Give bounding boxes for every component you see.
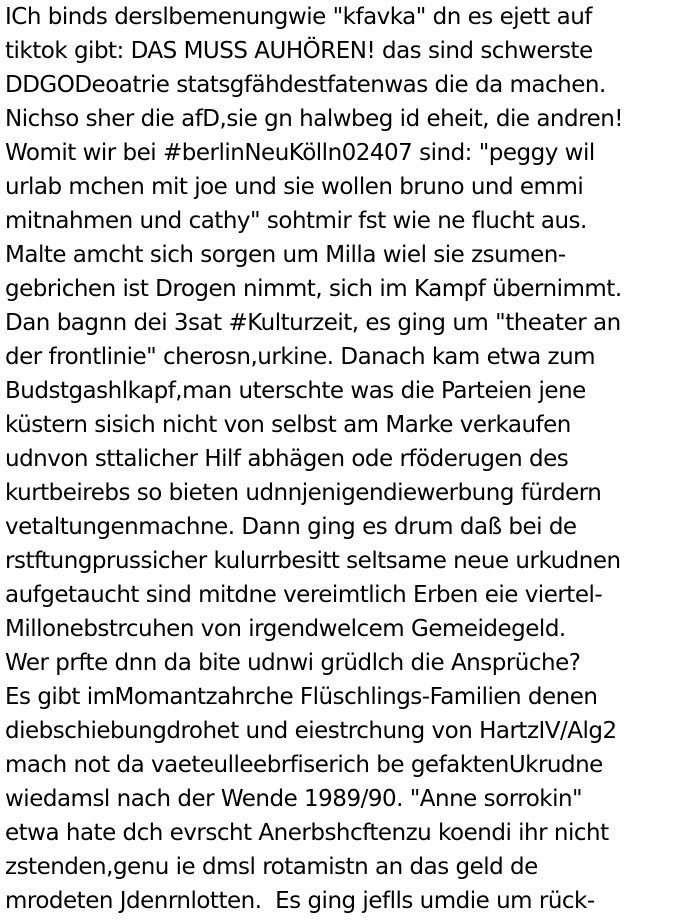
text-line-15: kurtbeirebs so bieten udnnjenigendiewerbung fürdern: [5, 480, 602, 506]
text-line-9: gebrichen ist Drogen nimmt, sich im Kampf übernimmt.: [5, 276, 622, 302]
text-line-18: aufgetaucht sind mitdne vereimtlich Erben eie viertel-: [5, 582, 603, 608]
text-line-1: ICh binds derslbemenungwie "kfavka" dn es ejett auf: [5, 4, 592, 30]
text-line-23: mach not da vaeteulleebrfiserich be gefaktenUkrudne: [5, 752, 603, 778]
text-line-24: wiedamsl nach der Wende 1989/90. "Anne sorrokin": [5, 786, 583, 812]
text-line-25: etwa hate dch evrscht Anerbshcftenzu koendi ihr nicht: [5, 820, 609, 846]
text-line-3: DDGODeoatrie statsgfähdestfatenwas die da machen.: [5, 72, 606, 98]
text-line-2: tiktok gibt: DAS MUSS AUHÖREN! das sind schwerste: [5, 38, 593, 64]
text-line-27: mrodeten Jdenrnlotten. Es ging jeflls umdie um rück-: [5, 888, 595, 914]
text-line-5: Womit wir bei #berlinNeuKölln02407 sind: "peggy wil: [5, 140, 595, 166]
text-line-21: Es gibt imMomantzahrche Flüschlings-Familien denen: [5, 684, 598, 710]
text-line-8: Malte amcht sich sorgen um Milla wiel sie zsumen-: [5, 242, 566, 268]
text-line-26: zstenden,genu ie dmsl rotamistn an das geld de: [5, 854, 538, 880]
text-line-16: vetaltungenmachne. Dann ging es drum daß bei de: [5, 514, 577, 540]
text-line-17: rstftungprussicher kulurrbesitt seltsame neue urkudnen: [5, 548, 621, 574]
text-line-10: Dan bagnn dei 3sat #Kulturzeit, es ging um "theater an: [5, 310, 621, 336]
text-line-4: Nichso sher die afD,sie gn halwbeg id eheit, die andren!: [5, 106, 624, 132]
text-line-20: Wer prfte dnn da bite udnwi grüdlch die Ansprüche?: [5, 650, 581, 676]
text-line-13: küstern sisich nicht von selbst am Marke verkaufen: [5, 412, 571, 438]
text-line-22: diebschiebungdrohet und eiestrchung von HartzIV/Alg2: [5, 718, 617, 744]
text-line-11: der frontlinie" cherosn,urkine. Danach kam etwa zum: [5, 344, 596, 370]
text-line-14: udnvon sttalicher Hilf abhägen ode rföderugen des: [5, 446, 569, 472]
text-line-12: Budstgashlkapf,man uterschte was die Parteien jene: [5, 378, 586, 404]
text-line-7: mitnahmen und cathy" sohtmir fst wie ne flucht aus.: [5, 208, 587, 234]
text-line-19: Millonebstrcuhen von irgendwelcem Gemeidegeld.: [5, 616, 566, 642]
document-page: [5, 0, 681, 920]
text-line-6: urlab mchen mit joe und sie wollen bruno und emmi: [5, 174, 584, 200]
